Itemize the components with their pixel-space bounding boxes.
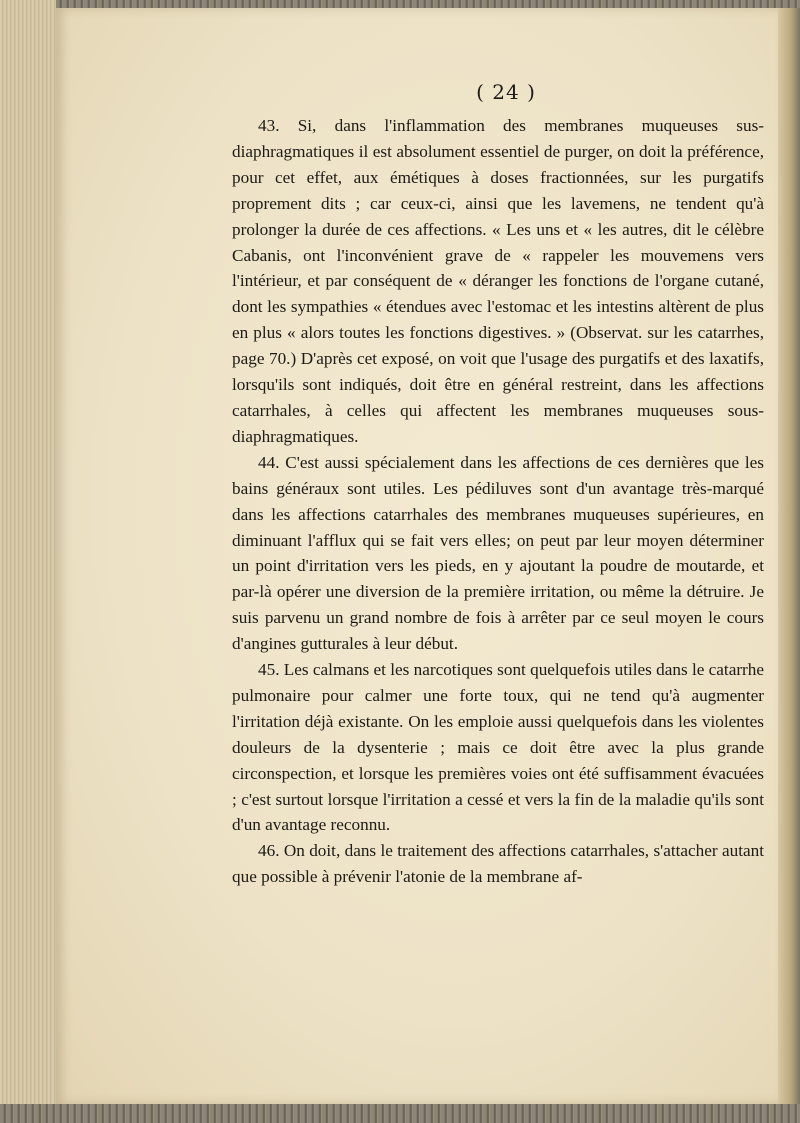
paragraph-46: 46. On doit, dans le traitement des affections catarrhales, s'attacher autant que possible à prévenir l'atonie de la membrane af-: [232, 841, 764, 887]
book-page-edges: [0, 0, 56, 1123]
book-right-edge: [778, 8, 800, 1104]
paragraph-45: 45. Les calmans et les narcotiques sont quelquefois utiles dans le catarrhe pulmonaire pour calmer une forte toux, qui ne tend qu'à augmenter l'irritation déjà existante. On les emploie aussi quelquefois dans les violentes douleurs de la dysenterie ; mais ce doit être avec la plus grande circonspection, et lorsque les premières voies ont été suffisamment évacuées ; c'est surtout lorsque l'irritation a cessé et vers la fin de la maladie qu'ils sont d'un avantage reconnu.: [232, 660, 764, 835]
book-bottom-edge: [0, 1104, 800, 1123]
paragraph-44: 44. C'est aussi spécialement dans les affections de ces dernières que les bains généraux sont utiles. Les pédiluves sont d'un avantage très-marqué dans les affections catarrhales des membranes muqueuses supérieures, en diminuant l'afflux qui se fait vers elles; on peut par leur moyen déterminer un point d'irritation vers les pieds, en y ajoutant la poudre de moutarde, et par-là opérer une diversion de la première irritation, ou même la détruire. Je suis parvenu un grand nombre de fois à arrêter par ce seul moyen le cours d'angines gutturales à leur début.: [232, 452, 764, 654]
paragraph-43: 43. Si, dans l'inflammation des membranes muqueuses sus-diaphragmatiques il est absolument essentiel de purger, on doit la préférence, pour cet effet, aux émétiques à doses fractionnées, sur les purgatifs proprement dits ; car ceux-ci, ainsi que les lavemens, ne tendent qu'à prolonger la durée de ces affections. « Les uns et « les autres, dit le célèbre Cabanis, ont l'inconvénient grave de « rappeler les mouvemens vers l'intérieur, et par conséquent de « déranger les fonctions de l'organe cutané, dont les sympathies « étendues avec l'estomac et les intestins altèrent de plus en plus « alors toutes les fonctions digestives. » (Observat. sur les catarrhes, page 70.) D'après cet exposé, on voit que l'usage des purgatifs et des laxatifs, lorsqu'ils sont indiqués, doit être en général restreint, dans les affections catarrhales, à celles qui affectent les membranes muqueuses sous-diaphragmatiques.: [232, 116, 764, 446]
book-top-edge: [0, 0, 800, 8]
page-number: ( 24 ): [476, 80, 536, 104]
body-text: [232, 113, 764, 890]
